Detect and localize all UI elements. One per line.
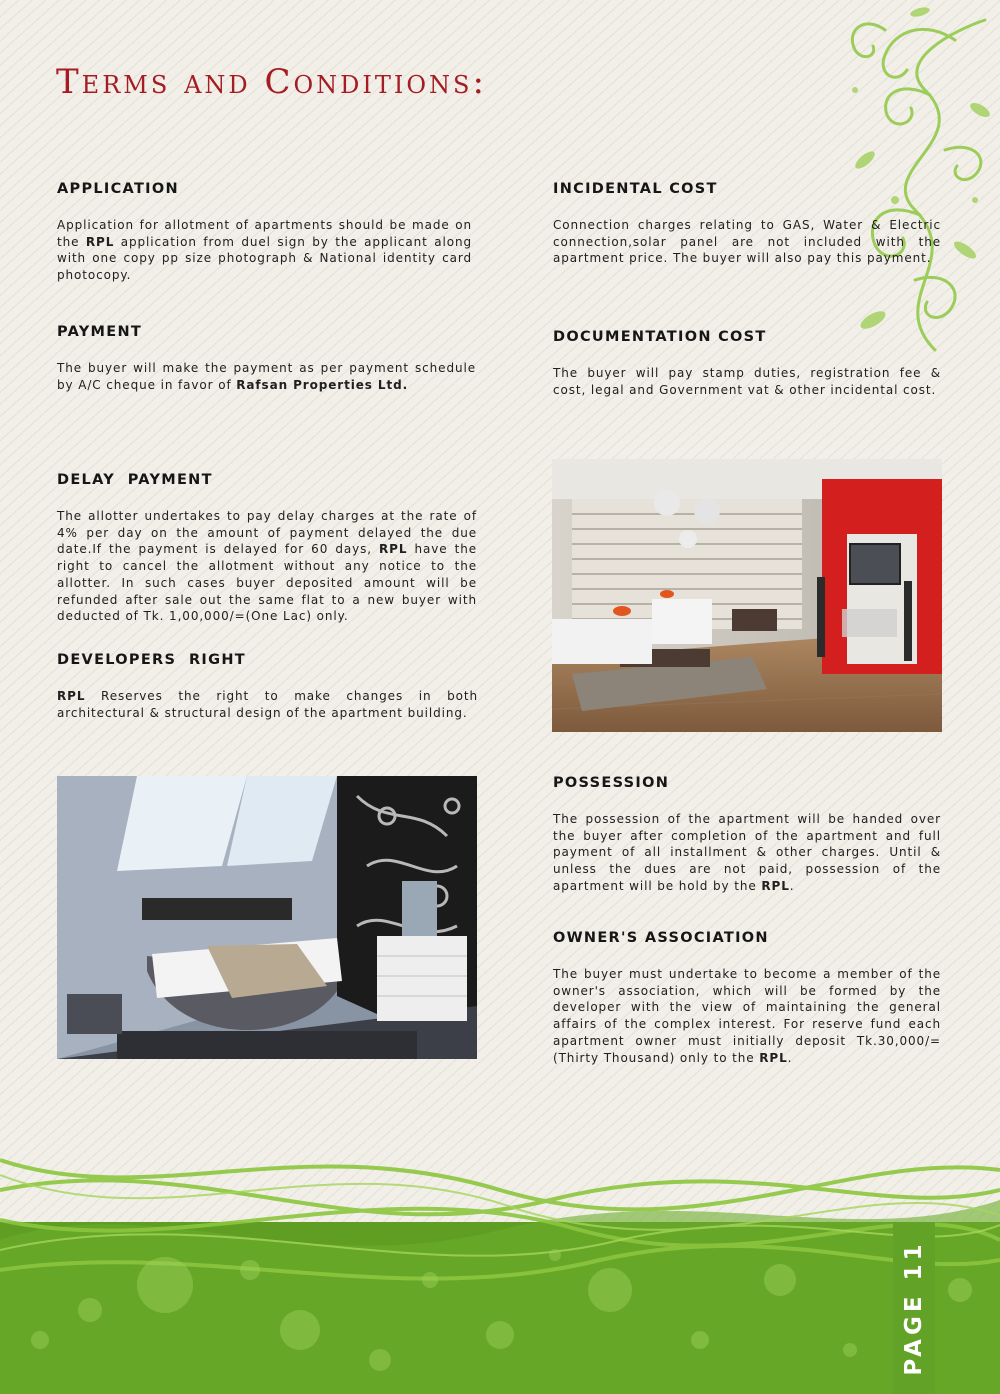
body-text: Application for allotment of apartments should be made on the bbox=[57, 218, 472, 249]
body-text: have the right to cancel the allotment without any notice to the allotter. In such cases buyer deposited amount will be refunded after sale out the same flat to a new buyer with deducted of Tk. 1,00,000/=(One Lac) only. bbox=[57, 542, 477, 624]
section-body bbox=[57, 360, 476, 393]
body-text: Reserves the right to make changes in both architectural & structural design of the apartment building. bbox=[57, 689, 478, 720]
body-bold: RPL bbox=[759, 1050, 788, 1065]
body-bold: RPL bbox=[761, 878, 790, 893]
section-application bbox=[57, 181, 472, 284]
section-body bbox=[553, 811, 941, 895]
bedroom-photo bbox=[57, 776, 477, 1059]
section-delay-payment bbox=[57, 472, 477, 625]
section-heading: POSSESSION bbox=[553, 775, 670, 791]
page-title: Terms and Conditions: bbox=[56, 62, 487, 102]
section-heading: INCIDENTAL COST bbox=[553, 181, 718, 197]
body-bold: RPL bbox=[57, 689, 86, 703]
section-heading: OWNER'S ASSOCIATION bbox=[553, 930, 769, 946]
footer-wave-decoration bbox=[0, 1130, 1000, 1394]
section-body bbox=[57, 217, 472, 284]
section-heading: DEVELOPERS RIGHT bbox=[57, 652, 246, 668]
section-body: The buyer will pay stamp duties, registration fee & cost, legal and Government vat & other incidental cost. bbox=[553, 366, 941, 397]
page-number: PAGE 11 bbox=[901, 1240, 927, 1376]
section-body bbox=[57, 508, 477, 625]
section-body bbox=[553, 966, 941, 1066]
section-developers-right bbox=[57, 652, 478, 721]
body-text: The possession of the apartment will be handed over the buyer after completion of the apartment and full payment of all installment & other charges. Until & unless the dues are not paid, possession of the apartment will be hold by the bbox=[553, 812, 941, 893]
section-heading: DELAY PAYMENT bbox=[57, 472, 213, 488]
living-room-photo bbox=[552, 459, 942, 732]
body-bold: Rafsan Properties Ltd. bbox=[236, 377, 409, 392]
section-payment bbox=[57, 324, 476, 393]
section-body: Connection charges relating to GAS, Water & Electric connection,solar panel are not included with the apartment price. The buyer will also pay this payment. bbox=[553, 218, 941, 266]
body-bold: RPL bbox=[379, 542, 408, 557]
body-bold: RPL bbox=[85, 234, 115, 249]
body-text: application from duel sign by the applicant along with one copy pp size photograph & National identity card photocopy. bbox=[57, 234, 472, 283]
section-owners-association bbox=[553, 930, 941, 1066]
section-documentation-cost bbox=[553, 329, 941, 398]
section-heading: DOCUMENTATION COST bbox=[553, 329, 767, 345]
section-heading: PAYMENT bbox=[57, 324, 143, 340]
section-possession bbox=[553, 775, 941, 895]
body-text: The allotter undertakes to pay delay charges at the rate of 4% per day on the amount of payment delayed the due date.If the payment is delayed for 60 days, bbox=[57, 509, 477, 557]
section-heading: APPLICATION bbox=[57, 181, 179, 197]
body-text: . bbox=[789, 878, 795, 893]
body-text: The buyer must undertake to become a member of the owner's association, which will be formed by the developer with the view of maintaining the general affairs of the complex interest. For reserve fund each apartment owner must initially deposit Tk.30,000/= (Thirty Thousand) only to the bbox=[553, 967, 941, 1065]
floral-swirl-decoration bbox=[825, 0, 1000, 360]
section-body bbox=[57, 688, 478, 721]
section-incidental-cost bbox=[553, 181, 941, 267]
body-text: The buyer will make the payment as per payment schedule by A/C cheque in favor of bbox=[57, 361, 476, 392]
body-text: . bbox=[787, 1050, 793, 1065]
